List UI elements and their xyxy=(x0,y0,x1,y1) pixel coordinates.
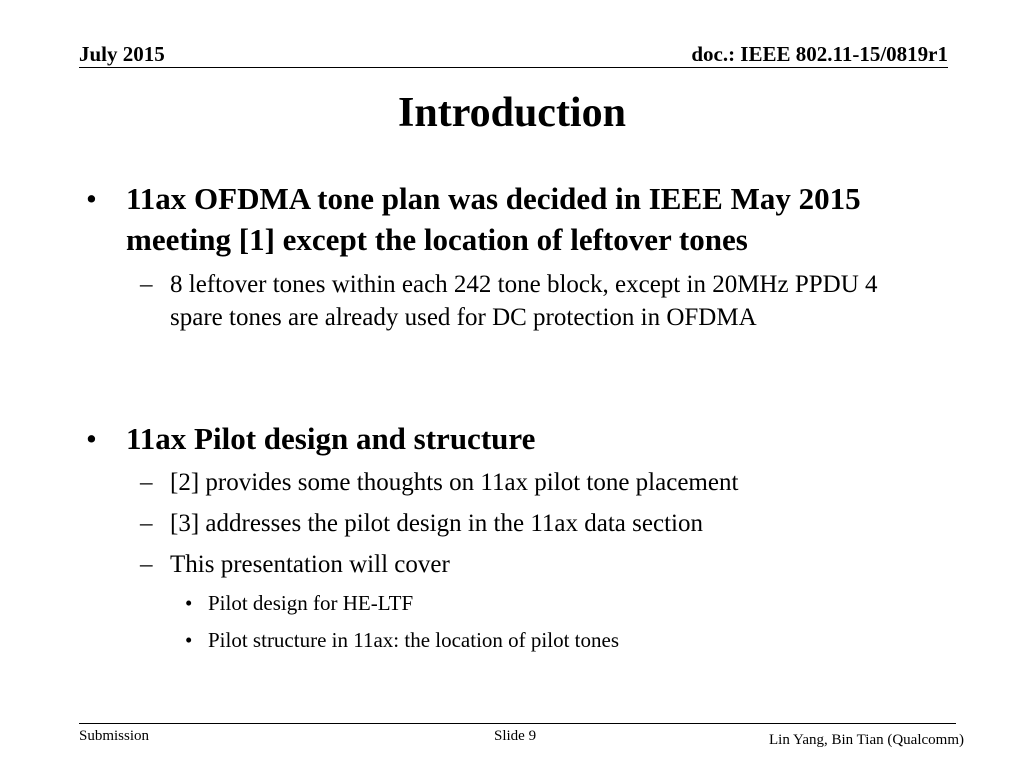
header-doc-id: doc.: IEEE 802.11-15/0819r1 xyxy=(691,42,948,66)
bullet-level1 xyxy=(86,178,916,260)
bullet-level2 xyxy=(140,466,910,499)
dash-marker: – xyxy=(140,469,153,496)
dash-marker: – xyxy=(140,271,153,298)
bullet-level2 xyxy=(140,507,910,540)
footer-authors: Lin Yang, Bin Tian (Qualcomm) xyxy=(768,732,964,748)
bullet-text: [2] provides some thoughts on 11ax pilot tone placement xyxy=(170,469,739,496)
bullet-level3 xyxy=(185,589,908,617)
bullet-marker: • xyxy=(86,181,97,216)
dash-marker: – xyxy=(140,551,153,578)
footer-submission: Submission xyxy=(79,728,150,744)
bullet-level1 xyxy=(86,418,916,459)
header-date: July 2015 xyxy=(79,42,165,66)
bullet-level3 xyxy=(185,626,908,654)
bullet-text: 11ax OFDMA tone plan was decided in IEEE May 2015 meeting [1] except the location of leftover tones xyxy=(126,181,861,257)
bullet-text: [3] addresses the pilot design in the 11ax data section xyxy=(170,510,703,537)
bullet-text: Pilot design for HE-LTF xyxy=(208,591,414,615)
bullet-text: This presentation will cover xyxy=(170,551,450,578)
slide-title: Introduction xyxy=(398,90,626,136)
footer-slide-number: Slide 9 xyxy=(494,728,537,744)
bullet-marker: • xyxy=(185,591,193,615)
dash-marker: – xyxy=(140,510,153,537)
footer-divider xyxy=(79,723,956,724)
bullet-level2 xyxy=(140,268,910,334)
bullet-text: 11ax Pilot design and structure xyxy=(126,421,536,456)
bullet-marker: • xyxy=(185,628,193,652)
bullet-marker: • xyxy=(86,421,97,456)
bullet-text: Pilot structure in 11ax: the location of pilot tones xyxy=(208,628,619,652)
bullet-level2 xyxy=(140,548,910,581)
bullet-text: 8 leftover tones within each 242 tone block, except in 20MHz PPDU 4 spare tones are already used for DC protection in OFDMA xyxy=(170,271,878,331)
